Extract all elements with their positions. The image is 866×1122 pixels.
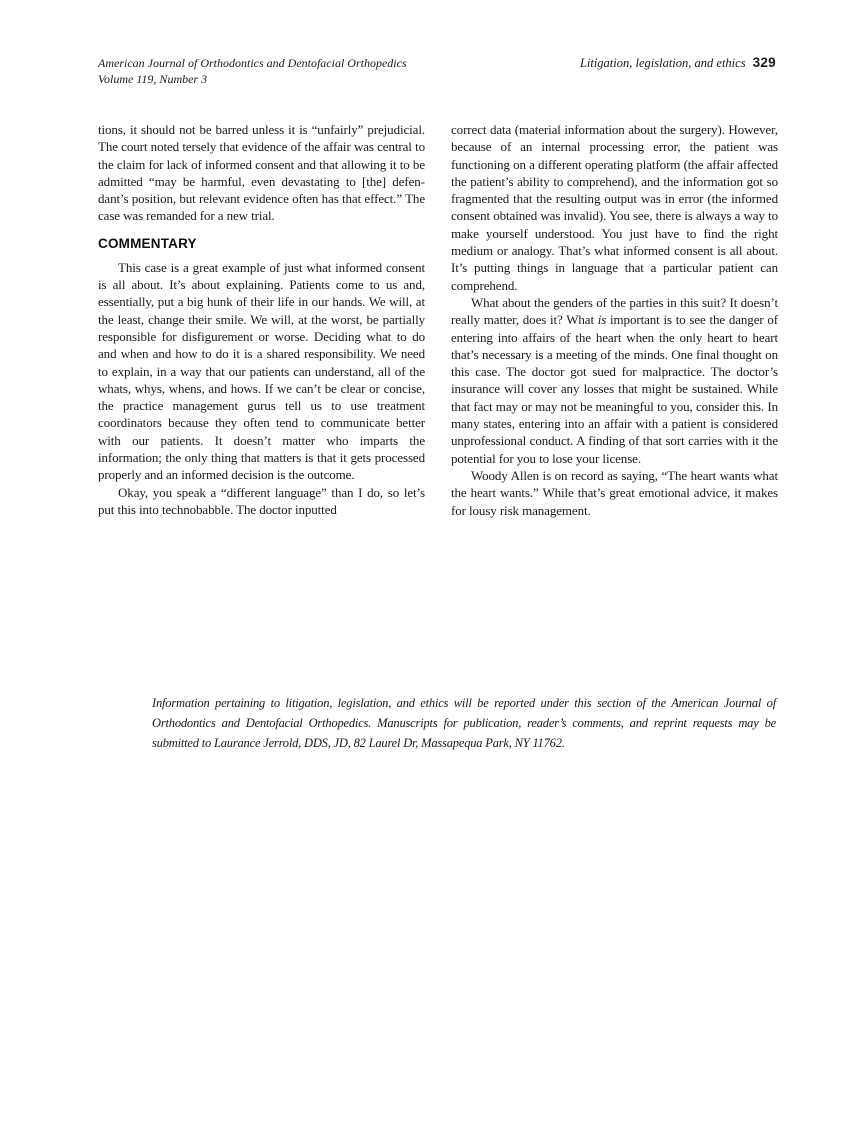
left-column	[98, 121, 425, 519]
paragraph: Woody Allen is on record as saying, “The heart wants what the heart wants.” While that’s great emotional advice, it makes for lousy risk management.	[451, 467, 778, 518]
paragraph	[451, 294, 778, 467]
paragraph-text: What about the genders of the parties in this suit? It doesn’t really matter, does it? What	[451, 294, 778, 328]
volume-line: Volume 119, Number 3	[98, 72, 208, 86]
paragraph-continuation: correct data (material information about the surgery). However, because of an internal processing error, the patient was functioning on a different operating platform (the affair affected the patient’s ability to comprehend), and the information got so fragmented that the resulting output was in error (the informed consent obtained was invalid). You see, there is always a way to make yourself understood. You just have to find the right medium or analogy. That’s what informed consent is all about. It’s putting things in language that a particular patient can comprehend.	[451, 122, 778, 293]
journal-title: American Journal of Orthodontics and Dentofacial Orthopedics	[98, 56, 407, 70]
emphasized-word: is	[597, 312, 607, 328]
paragraph: This case is a great example of just what informed consent is all about. It’s about explaining. Patients come to us and, essentially, put a big hunk of their life in our hands. We will, at the least, change their smile. We will, at the worst, be partially responsible for disfigurement or worse. Deciding what to do and when and how to do it is a shared responsibility. We need to explain, in a way that our patients can understand, all of the whats, whys, whens, and hows. If we can’t be clear or concise, the practice management gurus tell us to use treatment coordinators because they often tend to communicate better with our patients. It doesn’t matter who imparts the information; the only thing that matters is that it gets processed properly and an informed decision is the outcome.	[98, 259, 425, 483]
section-title: Litigation, legislation, and ethics	[579, 56, 746, 70]
article-body	[98, 121, 778, 519]
paragraph-text: important is to see the danger of entering into affairs of the heart when the only heart to heart that’s necessary is a meeting of the minds. One final thought on this case. The doctor got sued for malpractice. The doctor’s insurance will cover any losses that might be sustained. While that fact may or may not be meaningful to you, consider this. In many states, entering into an affair with a patient is considered unprofessional conduct. A finding of that sort carries with it the potential for you to lose your license.	[451, 312, 779, 466]
running-head-right	[580, 55, 776, 71]
editorial-note: Information pertaining to litigation, legislation, and ethics will be reported under this section of the American Journal of Orthodontics and Dentofacial Orthopedics. Manuscripts for publication, reader’s comments, and reprint requests may be submitted to Laurance Jerrold, DDS, JD, 82 Laurel Dr, Massapequa Park, NY 11762.	[152, 696, 776, 750]
commentary-heading: COMMENTARY	[98, 235, 197, 251]
paragraph: Okay, you speak a “different language” than I do, so let’s put this into technobabble. The doctor inputted	[98, 484, 425, 517]
right-column	[451, 121, 778, 519]
page-header	[98, 55, 776, 87]
paragraph-continuation: tions, it should not be barred unless it is “unfairly” prejudicial. The court noted tersely that evidence of the affair was central to the claim for lack of informed consent and that allowing it to be admitted “may be harmful, even devastating to [the] defendant’s position, but relevant evidence often has that effect.” The case was remanded for a new trial.	[98, 122, 425, 224]
page-number: 329	[752, 55, 776, 70]
running-head-left	[98, 55, 407, 87]
